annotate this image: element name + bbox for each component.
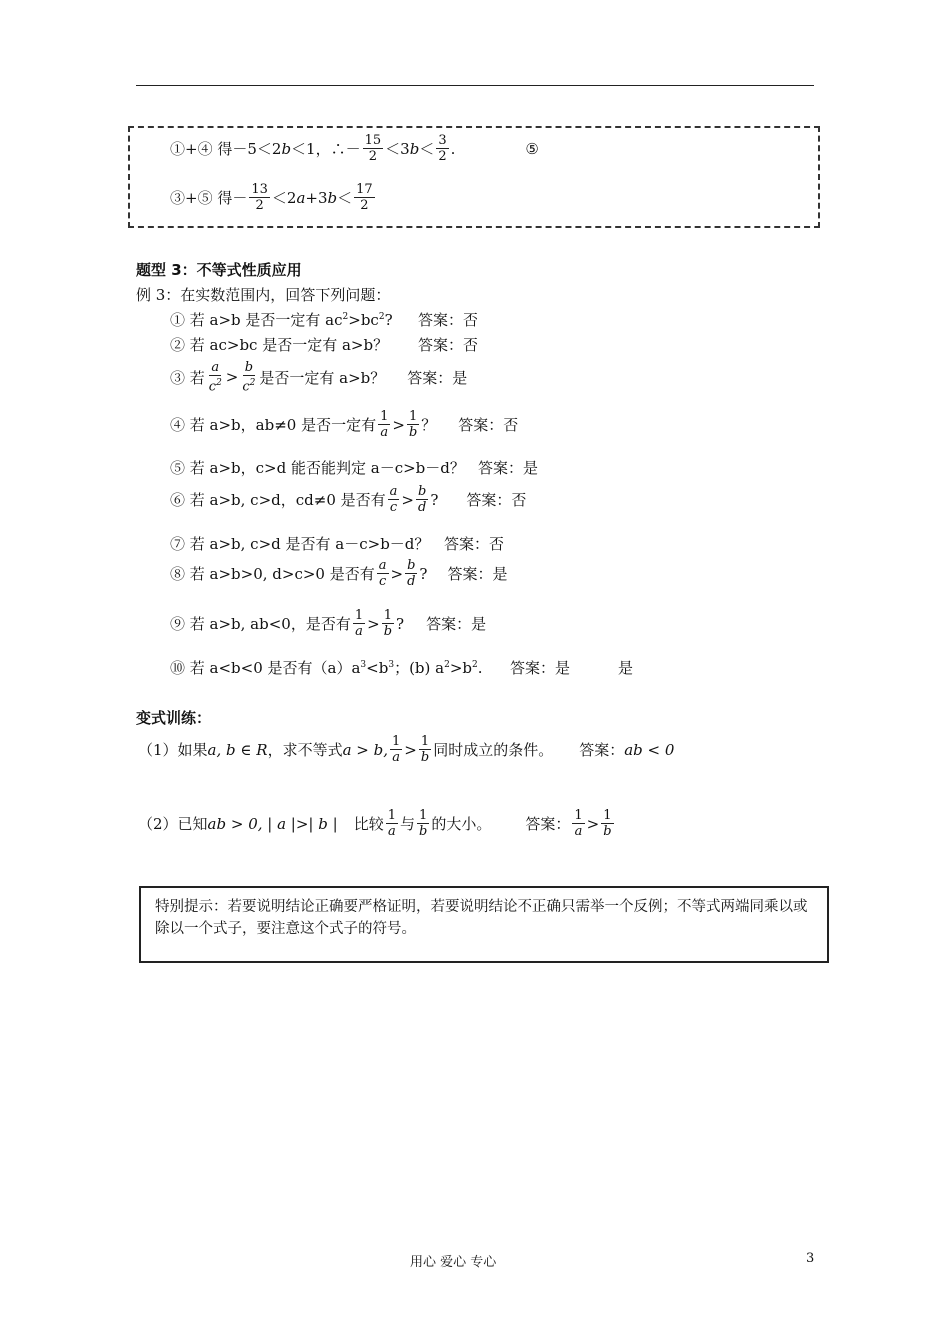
den: 2: [368, 149, 377, 164]
num: a: [389, 484, 398, 499]
den: a: [387, 824, 396, 839]
num: 1: [392, 734, 401, 749]
fraction: [388, 484, 400, 515]
den: b: [420, 750, 430, 765]
num: 17: [356, 182, 373, 197]
den: b: [603, 824, 612, 839]
sup: 2: [378, 312, 385, 322]
text: ⑨ 若 a>b, ab<0，是否有: [170, 615, 351, 633]
fraction: [377, 558, 389, 589]
question-1: [170, 309, 393, 330]
tip-box: [139, 886, 829, 963]
num: 1: [419, 808, 428, 823]
num: b: [407, 558, 416, 573]
den: d: [417, 500, 427, 515]
math: a, b ∈ R: [207, 740, 268, 759]
text: ＜: [419, 140, 435, 158]
fraction: [405, 558, 417, 589]
answer-2: 答案：否: [418, 336, 479, 354]
sup: 2: [249, 378, 256, 388]
text: （1）如果: [138, 741, 208, 759]
gt: >: [225, 368, 239, 387]
text: 同时成立的条件。: [433, 741, 554, 759]
gt: >: [367, 614, 380, 633]
num: a: [378, 558, 387, 573]
sup: 3: [388, 660, 395, 670]
num: 1: [603, 808, 612, 823]
question-7: ⑦ 若 a>b, c>d 是否有 a－c>b－d？: [170, 535, 430, 553]
text: ?: [430, 490, 439, 509]
num: 3: [438, 133, 447, 148]
answer-7: 答案：否: [444, 535, 505, 553]
num: 1: [420, 734, 430, 749]
text: ⑩ 若 a<b<0 是否有（a）a: [170, 659, 361, 677]
var: b: [281, 139, 292, 158]
den: c: [208, 379, 217, 395]
derivation-line-2: [170, 182, 377, 213]
text: ＜2: [271, 189, 297, 207]
text: >b: [449, 659, 472, 677]
fraction: [354, 182, 375, 213]
num: 15: [364, 133, 382, 148]
text: ③+⑤ 得－: [170, 189, 248, 207]
num: 1: [354, 608, 364, 623]
question-10: [170, 657, 483, 678]
variant-1: [138, 734, 674, 765]
var: b: [409, 139, 420, 158]
den: d: [407, 574, 416, 589]
fraction: [353, 608, 365, 639]
page-number: 3: [806, 1251, 815, 1266]
den: 2: [255, 198, 264, 213]
fraction: [363, 133, 384, 164]
den: c: [378, 574, 387, 589]
answer-9: 答案：是: [426, 615, 487, 633]
gt: >: [392, 415, 405, 434]
fraction: [601, 808, 613, 839]
num: 1: [574, 808, 583, 823]
answer-1: 答案：否: [418, 311, 479, 329]
den: b: [408, 425, 418, 440]
text: ⑧ 若 a>b>0, d>c>0 是否有: [170, 565, 375, 583]
text: 比较: [353, 815, 384, 833]
derivation-line-1: [170, 133, 539, 164]
footer-center: 用心 爱心 专心: [410, 1255, 497, 1270]
answer-5: 答案：是: [478, 459, 539, 477]
den: 2: [438, 149, 447, 164]
text: ⑥ 若 a>b, c>d，cd≠0 是否有: [170, 491, 386, 509]
den: c: [242, 379, 250, 395]
text: ；(b) a: [394, 659, 445, 677]
text: ？: [421, 416, 437, 434]
num: 1: [387, 808, 396, 823]
num: 1: [380, 409, 389, 424]
text: ＜1，∴－: [291, 140, 361, 158]
text: 与: [399, 815, 415, 833]
fraction: [390, 734, 402, 765]
gt: >: [586, 814, 600, 833]
fraction: [417, 808, 429, 839]
text: .: [450, 139, 456, 158]
den: 2: [360, 198, 369, 213]
question-9: [170, 608, 486, 639]
num: 1: [383, 608, 392, 623]
gt: >: [401, 490, 414, 509]
den: c: [389, 500, 398, 515]
gt: >: [390, 564, 404, 583]
variant-2: [138, 808, 616, 839]
fraction: [572, 808, 584, 839]
fraction: [407, 409, 419, 440]
fraction: [386, 808, 398, 839]
answer-math: ab < 0: [624, 740, 675, 759]
answer-10b: 是: [618, 659, 634, 677]
text: ＜: [337, 189, 353, 207]
fraction: [419, 734, 431, 765]
text: +3: [305, 188, 328, 207]
answer-label: 答案：: [525, 815, 571, 833]
text: 的大小。: [431, 815, 492, 833]
fraction: [378, 409, 390, 440]
answer-6: 答案：否: [466, 491, 527, 509]
text: ③ 若: [170, 368, 205, 387]
sup: 2: [216, 378, 222, 388]
fraction: [436, 133, 448, 164]
sup: 2: [444, 660, 450, 670]
fraction: [382, 608, 394, 639]
question-5: ⑤ 若 a>b，c>d 能否能判定 a－c>b－d？: [170, 459, 465, 477]
den: b: [383, 624, 393, 639]
answer-8: 答案：是: [447, 565, 508, 583]
text: .: [477, 659, 483, 677]
equation-mark: ⑤: [525, 139, 539, 158]
question-8: [170, 558, 507, 589]
text: ?: [419, 564, 428, 583]
math: ab > 0, | a |>| b |: [207, 814, 338, 833]
text: ?: [396, 614, 405, 633]
den: a: [392, 750, 401, 765]
text: ④ 若 a>b，ab≠0 是否一定有: [170, 416, 377, 434]
fraction: [416, 484, 428, 515]
text: （2）已知: [138, 815, 208, 833]
answer-10a: 答案：是: [510, 659, 571, 677]
variant-title: 变式训练：: [136, 709, 212, 727]
den: b: [419, 824, 428, 839]
question-6: [170, 484, 526, 515]
num: a: [211, 360, 220, 375]
text: <b: [366, 659, 389, 677]
num: b: [417, 484, 427, 499]
den: a: [380, 425, 389, 440]
sup: 3: [360, 660, 367, 670]
example-intro: 例 3：在实数范围内，回答下列问题：: [136, 286, 391, 304]
den: a: [355, 624, 363, 639]
question-3: [170, 360, 467, 394]
fraction: [240, 360, 257, 394]
question-4: [170, 409, 518, 440]
fraction: [249, 182, 270, 213]
num: 1: [408, 409, 418, 424]
var: b: [327, 188, 338, 207]
text: ＜3: [385, 140, 410, 158]
tip-text: 特别提示：若要说明结论正确要严格证明，若要说明结论不正确只需举一个反例；不等式两端同乘以或除以一个式子，要注意这个式子的符号。: [155, 899, 808, 937]
text: ，求不等式: [267, 741, 343, 759]
var: a: [296, 188, 306, 207]
answer-4: 答案：否: [458, 416, 519, 434]
answer-label: 答案：: [579, 741, 625, 759]
fraction: [207, 360, 224, 394]
sup: 2: [342, 312, 349, 322]
text: 是否一定有 a>b？: [259, 368, 386, 387]
text: ① 若 a>b 是否一定有 ac: [170, 311, 343, 329]
gt: >: [404, 740, 417, 759]
answer-3: 答案：是: [407, 368, 468, 387]
question-2: ② 若 ac>bc 是否一定有 a>b？: [170, 336, 389, 354]
num: b: [244, 360, 254, 375]
header-rule: [136, 85, 814, 86]
text: ?: [384, 311, 393, 329]
text: ①+④ 得－5＜2: [170, 140, 282, 158]
den: a: [574, 824, 583, 839]
math: a > b,: [342, 740, 388, 759]
num: 13: [251, 182, 268, 197]
sup: 2: [472, 660, 478, 670]
section-title: 题型 3：不等式性质应用: [136, 261, 302, 279]
text: >bc: [348, 311, 379, 329]
